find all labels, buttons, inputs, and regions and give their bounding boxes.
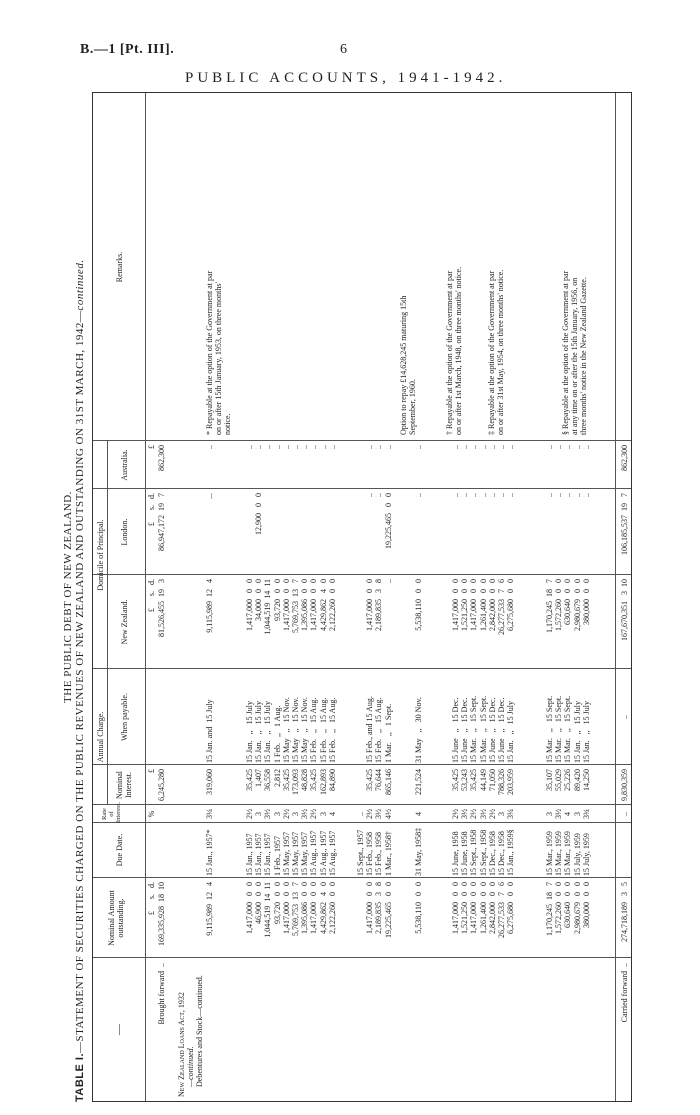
cell-nominal: 1,395,086 0 0 (300, 882, 310, 934)
cell-due: 15 Mar., 1959 (554, 831, 564, 876)
cell-due: 1 Mar., 1958† (383, 831, 393, 876)
cell-payable: 15 Feb., and 15 Aug. (365, 696, 375, 763)
cell-nz: 1,417,000 0 0 (281, 579, 291, 631)
cell-payable: 15 Jan. and 15 July (205, 699, 214, 763)
cell-rate: 3 (572, 812, 582, 816)
cell-due: 15 Aug., 1957 (327, 830, 337, 876)
cell-aus: .. (383, 445, 393, 449)
cell-london: .. (414, 493, 423, 497)
cell-interest: 44,149 (478, 769, 488, 791)
cell-nominal: 2,189,835 3 8 (374, 882, 384, 934)
cell-nz: 380,000 0 0 (581, 579, 591, 625)
cell-rate: 2½ (309, 809, 319, 819)
cell-nz: 1,521,250 0 0 (460, 579, 470, 631)
cell-payable: 15 May ,, 15 Nov. (300, 697, 310, 763)
cell-due: 15 Sept., 1957 (356, 829, 365, 876)
cell-interest: 173,093 (291, 769, 300, 795)
cell-nz: 1,170,245 18 7 (545, 579, 554, 633)
cell-interest: 36,558 (263, 769, 273, 791)
cell-london: .. (497, 493, 506, 497)
cell-nz: 1,417,000 0 0 (451, 579, 460, 631)
cell-nz: 1,044,519 14 11 (263, 579, 273, 635)
cell-aus: .. (572, 445, 582, 449)
cell-payable: 15 Jan. ,, 15 July (245, 701, 254, 763)
cell-nominal: 1,417,000 0 0 (451, 882, 460, 934)
cell-payable: 15 Jan. ,, 15 July (572, 701, 582, 763)
unit-interest: £ (147, 769, 156, 773)
cell-interest: 35,425 (245, 769, 254, 791)
cell-due: 15 Sept., 1958 (469, 829, 479, 876)
cell-london: .. (572, 493, 582, 497)
unit-rate: % (147, 810, 156, 818)
cell-nominal: 1,417,000 0 0 (309, 882, 319, 934)
cell-rate: 3 (291, 812, 300, 816)
cell-nominal: 1,417,000 0 0 (281, 882, 291, 934)
cell-london: .. (478, 493, 488, 497)
cell-due: 15 Feb., 1958 (374, 832, 384, 876)
table-title (74, 92, 86, 1102)
cell-payable: 15 June ,, 15 Dec. (451, 697, 460, 763)
cell-aus: .. (318, 445, 328, 449)
brought-forward-interest: 6,245,280 (157, 769, 166, 801)
cell-rate: 3¾ (581, 809, 591, 819)
rotated-table-page (62, 92, 637, 1102)
cell-london: .. (365, 493, 375, 497)
total-top-rule (615, 93, 616, 1101)
cell-interest: 35,425 (309, 769, 319, 791)
cell-nominal: 9,115,989 12 4 (205, 882, 214, 936)
document-reference: B.—1 [Pt. III]. (80, 42, 175, 57)
carried-forward-payable: .. (620, 715, 629, 719)
cell-due: 15 May, 1957 (300, 831, 310, 876)
cell-due: 15 Mar., 1959 (545, 831, 554, 876)
cell-due: 1 Feb., 1957 (272, 836, 282, 876)
cell-london: .. (374, 493, 384, 497)
cell-interest: 2,812 (272, 769, 282, 787)
carried-forward-nominal: 274,718,189 3 5 (620, 882, 629, 942)
cell-interest: 35,425 (469, 769, 479, 791)
act-subheading: Debentures and Stock—continued. (195, 975, 204, 1087)
cell-payable: 15 June ,, 15 Dec. (460, 697, 470, 763)
cell-rate: 3 (254, 812, 264, 816)
cell-payable: 15 May ,, 15 Nov. (281, 697, 291, 763)
cell-aus: .. (414, 445, 423, 449)
cell-nz: 630,640 0 0 (563, 579, 573, 625)
cell-nz: .. (383, 579, 393, 583)
cell-rate: 2½ (281, 809, 291, 819)
cell-payable: 15 Jan. ,, 15 July (263, 701, 273, 763)
cell-rate: 3½ (374, 809, 384, 819)
cell-interest: 14,250 (581, 769, 591, 791)
cell-aus: .. (478, 445, 488, 449)
cell-rate: 3 (545, 812, 554, 816)
table-supertitle: THE PUBLIC DEBT OF NEW ZEALAND. (62, 491, 74, 703)
cell-nominal: 1,417,000 0 0 (365, 882, 375, 934)
cell-interest: 84,890 (327, 769, 337, 791)
cell-nominal: 1,572,260 0 0 (554, 882, 564, 934)
cell-nz: 1,395,086 0 0 (300, 579, 310, 631)
remark-2: Option to repay £14,628,245 maturing 15th September, 1960. (399, 295, 418, 435)
cell-interest: 162,893 (318, 769, 328, 795)
col-header-remarks: Remarks. (115, 251, 124, 283)
cell-nz: 2,980,679 0 0 (572, 579, 582, 631)
cell-nominal: 1,417,000 0 0 (469, 882, 479, 934)
act-continued: —continued. (186, 1046, 195, 1087)
cell-due: 15 June, 1958 (451, 831, 460, 876)
col-divider (93, 574, 631, 575)
col-header-new-zealand: New Zealand. (120, 599, 129, 645)
brought-forward-label: Brought forward .. (157, 963, 166, 1025)
cell-aus: .. (291, 445, 300, 449)
cell-interest: 35,425 (281, 769, 291, 791)
cell-london: .. (545, 493, 554, 497)
cell-nominal: 2,122,260 0 0 (327, 882, 337, 934)
cell-aus: .. (205, 445, 214, 449)
cell-nz: 2,189,835 3 8 (374, 579, 384, 631)
col-header-rate: Rate of Interest. (101, 801, 122, 823)
cell-rate: 3½ (263, 809, 273, 819)
cell-payable: 15 Mar. ,, 15 Sept. (554, 695, 564, 763)
carried-forward-label: Carried forward .. (620, 963, 629, 1023)
cell-nz: 1,572,260 0 0 (554, 579, 564, 631)
annual-charge-rule (107, 669, 108, 805)
cell-payable: 15 Jan. ,, 15 July (506, 701, 516, 763)
cell-rate: 2½ (245, 809, 254, 819)
cell-aus: .. (327, 445, 337, 449)
cell-nominal: 1,417,000 0 0 (245, 882, 254, 934)
unit-aus: £ (147, 445, 156, 449)
cell-interest: 221,524 (414, 769, 423, 795)
cell-rate: 2½ (469, 809, 479, 819)
cell-nominal: 19,225,465 0 0 (383, 882, 393, 938)
cell-nominal: 26,277,533 7 6 (497, 882, 506, 938)
page-title: PUBLIC ACCOUNTS, 1941-1942. (185, 70, 507, 86)
carried-forward-london: 106,185,537 19 7 (620, 493, 629, 555)
cell-payable: 15 Feb. ,, 15 Aug. (318, 697, 328, 763)
remark-1: * Repayable at the option of the Government at par on or after 15th January, 1953, on three months' notice. (205, 270, 233, 435)
cell-aus: .. (281, 445, 291, 449)
cell-nz: 2,842,000 0 0 (487, 579, 497, 631)
cell-payable: 15 Mar. ,, 15 Sept. (478, 695, 488, 763)
table-label: TABLE I. (74, 1052, 86, 1102)
cell-aus: .. (460, 445, 470, 449)
cell-due: 15 Aug., 1957 (318, 830, 328, 876)
cell-nz: 1,417,000 0 0 (245, 579, 254, 631)
cell-london: .. (554, 493, 564, 497)
cell-aus: .. (581, 445, 591, 449)
cell-aus: .. (487, 445, 497, 449)
cell-due: 31 May, 1958‡ (414, 827, 423, 876)
col-header-london: London. (120, 518, 129, 546)
cell-rate: 3 (272, 812, 282, 816)
cell-nominal: 4,429,862 4 0 (318, 882, 328, 934)
header-bottom-rule (145, 93, 146, 1101)
cell-payable: 15 June ,, 15 Dec. (487, 697, 497, 763)
cell-due: 15 Feb., 1958 (365, 832, 375, 876)
cell-rate: 3¼ (205, 809, 214, 819)
cell-due: 15 May, 1957 (281, 831, 291, 876)
cell-nz: 1,417,000 0 0 (365, 579, 375, 631)
cell-nominal: 93,720 0 0 (272, 882, 282, 924)
cell-london: .. (487, 493, 497, 497)
cell-payable: 15 May ,, 15 Nov. (291, 697, 300, 763)
cell-nz: 93,720 0 0 (272, 579, 282, 621)
cell-payable: 15 Jan. ,, 15 July (254, 701, 264, 763)
cell-london: ... (205, 493, 214, 499)
cell-aus: .. (309, 445, 319, 449)
col-header-annual-charge: Annual Charge. (96, 711, 105, 763)
cell-nz: 5,538,110 0 0 (414, 579, 423, 631)
col-divider (93, 440, 631, 441)
col-divider (93, 764, 631, 765)
cell-aus: .. (263, 445, 273, 449)
cell-aus: .. (374, 445, 384, 449)
cell-rate: 2½ (451, 809, 460, 819)
cell-due: 15 Mar., 1959 (563, 831, 573, 876)
cell-rate: 3 (318, 812, 328, 816)
brought-forward-aus: 862,300 (157, 445, 166, 471)
cell-interest: 76,644 (374, 769, 384, 791)
cell-due: 15 Sept., 1958 (478, 829, 488, 876)
carried-forward-rate: .. (620, 812, 629, 816)
cell-interest: 203,959 (506, 769, 516, 795)
cell-payable: 15 June ,, 15 Dec. (497, 697, 506, 763)
cell-due: 15 Jan., 1959§ (506, 829, 516, 876)
cell-nominal: 1,170,245 18 7 (545, 882, 554, 936)
cell-aus: .. (272, 445, 282, 449)
cell-due: 15 Jan., 1957 (254, 833, 264, 876)
cell-london: .. (460, 493, 470, 497)
col-divider (93, 668, 631, 669)
cell-nominal: 1,044,519 14 11 (263, 882, 273, 938)
cell-payable: 1 Mar. ,, 1 Sept. (383, 703, 393, 763)
cell-payable: 15 Feb. ,, 15 Aug. (309, 697, 319, 763)
remark-4: ‡ Repayable at the option of the Government at par on or after 31st May, 1954, on three months' notice. (487, 269, 506, 435)
col-header-domicile: Domicile of Principal. (96, 519, 105, 591)
cell-aus: .. (554, 445, 564, 449)
col-header-nominal-amount: Nominal Amount outstanding. (107, 890, 125, 946)
unit-nominal: £ s. d. (147, 882, 156, 916)
cell-interest: 89,420 (572, 769, 582, 791)
cell-nominal: 380,000 0 0 (581, 882, 591, 928)
carried-forward-text: Carried forward (620, 971, 629, 1023)
cell-payable: 31 May ,, 30 Nov. (414, 697, 423, 763)
cell-nominal: 1,261,400 0 0 (478, 882, 488, 934)
cell-interest: 788,326 (497, 769, 506, 795)
cell-nz: 2,122,260 0 0 (327, 579, 337, 631)
cell-due: 15 Dec., 1958 (487, 831, 497, 876)
cell-london: 12,900 0 0 (254, 493, 264, 535)
cell-due: 15 Jan., 1957 (245, 833, 254, 876)
brought-forward-nominal: 169,335,928 18 10 (157, 882, 166, 946)
cell-rate: 4 (414, 812, 423, 816)
col-header-nominal-interest: Nominal Interest. (115, 771, 133, 799)
cell-due: 15 June, 1958 (460, 831, 470, 876)
cell-nominal: 5,538,110 0 0 (414, 882, 423, 934)
cell-rate: 3½ (460, 809, 470, 819)
cell-payable: 15 Feb. ,, 15 Aug. (327, 697, 337, 763)
cell-nominal: 5,769,753 13 7 (291, 882, 300, 936)
cell-nz: 26,277,533 7 6 (497, 579, 506, 635)
cell-payable: 1 Feb. ,, 1 Aug. (272, 705, 282, 763)
brought-forward-london: 86,947,172 19 7 (157, 493, 166, 551)
cell-due: 15 Jan., 1957 (263, 833, 273, 876)
unit-nz: £ s. d. (147, 579, 156, 613)
cell-london: .. (506, 493, 516, 497)
cell-nz: 4,429,862 4 0 (318, 579, 328, 631)
cell-rate: .. (356, 812, 365, 816)
cell-due: 15 Dec., 1958 (497, 831, 506, 876)
cell-interest: 71,050 (487, 769, 497, 791)
cell-nominal: 6,275,680 0 0 (506, 882, 516, 934)
cell-aus: .. (254, 445, 264, 449)
cell-rate: 3½ (554, 809, 564, 819)
cell-due: 15 July, 1959 (572, 833, 582, 876)
cell-nominal: 1,521,250 0 0 (460, 882, 470, 934)
cell-rate: 2½ (487, 809, 497, 819)
col-header-when-payable: When payable. (120, 693, 129, 741)
cell-due: 15 July, 1959 (581, 833, 591, 876)
cell-nominal: 2,980,679 0 0 (572, 882, 582, 934)
cell-nz: 1,261,400 0 0 (478, 579, 488, 631)
cell-payable: 15 Mar. ,, 15 Sept. (469, 695, 479, 763)
cell-aus: .. (300, 445, 310, 449)
cell-london: .. (563, 493, 573, 497)
cell-payable: 15 Mar. ,, 15 Sept. (563, 695, 573, 763)
cell-aus: .. (545, 445, 554, 449)
col-header-due-date: Due Date. (115, 833, 124, 867)
cell-nz: 1,417,000 0 0 (309, 579, 319, 631)
domicile-rule (107, 441, 108, 669)
cell-london: .. (581, 493, 591, 497)
cell-nz: 9,115,989 12 4 (205, 579, 214, 633)
debt-table (92, 92, 632, 1102)
cell-interest: 35,425 (365, 769, 375, 791)
cell-rate: 3 (497, 812, 506, 816)
cell-interest: 35,425 (451, 769, 460, 791)
cell-payable: 15 Feb. ,, 15 Aug. (374, 697, 384, 763)
cell-nz: 5,769,753 13 7 (291, 579, 300, 633)
col-header-description: — (113, 1024, 125, 1035)
cell-rate: 4½ (383, 809, 393, 819)
cell-interest: 48,828 (300, 769, 310, 791)
cell-aus: .. (563, 445, 573, 449)
cell-rate: 4 (563, 812, 573, 816)
brought-forward-text: Brought forward (157, 971, 166, 1025)
cell-nominal: 2,842,000 0 0 (487, 882, 497, 934)
col-header-australia: Australia. (120, 449, 129, 481)
cell-due: 15 Jan., 1957* (205, 829, 214, 876)
table-title-text: —STATEMENT OF SECURITIES CHARGED ON THE PUBLIC REVENUES OF NEW ZEALAND AND OUTSTANDING ON 31ST MARCH, 1942— (74, 310, 86, 1053)
cell-interest: 35,107 (545, 769, 554, 791)
cell-nz: 1,417,000 0 0 (469, 579, 479, 631)
act-heading: New Zealand Loans Act, 1932 (177, 992, 186, 1097)
col-divider (93, 488, 631, 489)
page-number: 6 (340, 42, 347, 57)
col-divider (93, 877, 631, 878)
cell-interest: 25,226 (563, 769, 573, 791)
brought-forward-nz: 81,526,455 19 3 (157, 579, 166, 637)
cell-aus: .. (506, 445, 516, 449)
cell-rate: 4 (327, 812, 337, 816)
cell-due: 15 Aug., 1957 (309, 830, 319, 876)
unit-london: £ s. d. (147, 493, 156, 527)
cell-nz: 6,275,680 0 0 (506, 579, 516, 631)
carried-forward-aus: 862,300 (620, 445, 629, 471)
cell-interest: 1,407 (254, 769, 264, 787)
cell-interest: 55,029 (554, 769, 564, 791)
cell-rate: 3½ (478, 809, 488, 819)
cell-aus: .. (497, 445, 506, 449)
cell-interest: 319,060 (205, 769, 214, 795)
cell-rate: 3½ (300, 809, 310, 819)
cell-nominal: 46,900 0 0 (254, 882, 264, 924)
cell-nz: 34,000 0 0 (254, 579, 264, 621)
cell-london: .. (469, 493, 479, 497)
cell-aus: .. (469, 445, 479, 449)
remark-5: § Repayable at the option of the Government at par at any time on or after the 15th January, 1956, on three months' notice in the New Zealand Gazette. (561, 270, 589, 435)
cell-nominal: 630,640 0 0 (563, 882, 573, 928)
col-divider (93, 957, 631, 958)
remark-3: † Repayable at the option of the Government at par on or after 1st March, 1948, on three months' notice. (445, 266, 464, 435)
cell-interest: 865,146 (383, 769, 393, 795)
cell-london: .. (451, 493, 460, 497)
carried-forward-interest: 9,830,359 (620, 769, 629, 801)
cell-rate: 3¼ (506, 809, 516, 819)
cell-payable: 15 Jan. ,, 15 July (581, 701, 591, 763)
cell-interest: 53,243 (460, 769, 470, 791)
cell-payable: 15 Mar. ,, 15 Sept. (545, 695, 554, 763)
cell-rate: 2½ (365, 809, 375, 819)
carried-forward-nz: 167,670,351 3 10 (620, 579, 629, 641)
cell-aus: .. (245, 445, 254, 449)
cell-london: 19,225,465 0 0 (383, 493, 393, 549)
table-title-continued: continued. (74, 259, 86, 311)
cell-aus: .. (451, 445, 460, 449)
cell-aus: .. (365, 445, 375, 449)
cell-due: 15 May, 1957 (291, 831, 300, 876)
